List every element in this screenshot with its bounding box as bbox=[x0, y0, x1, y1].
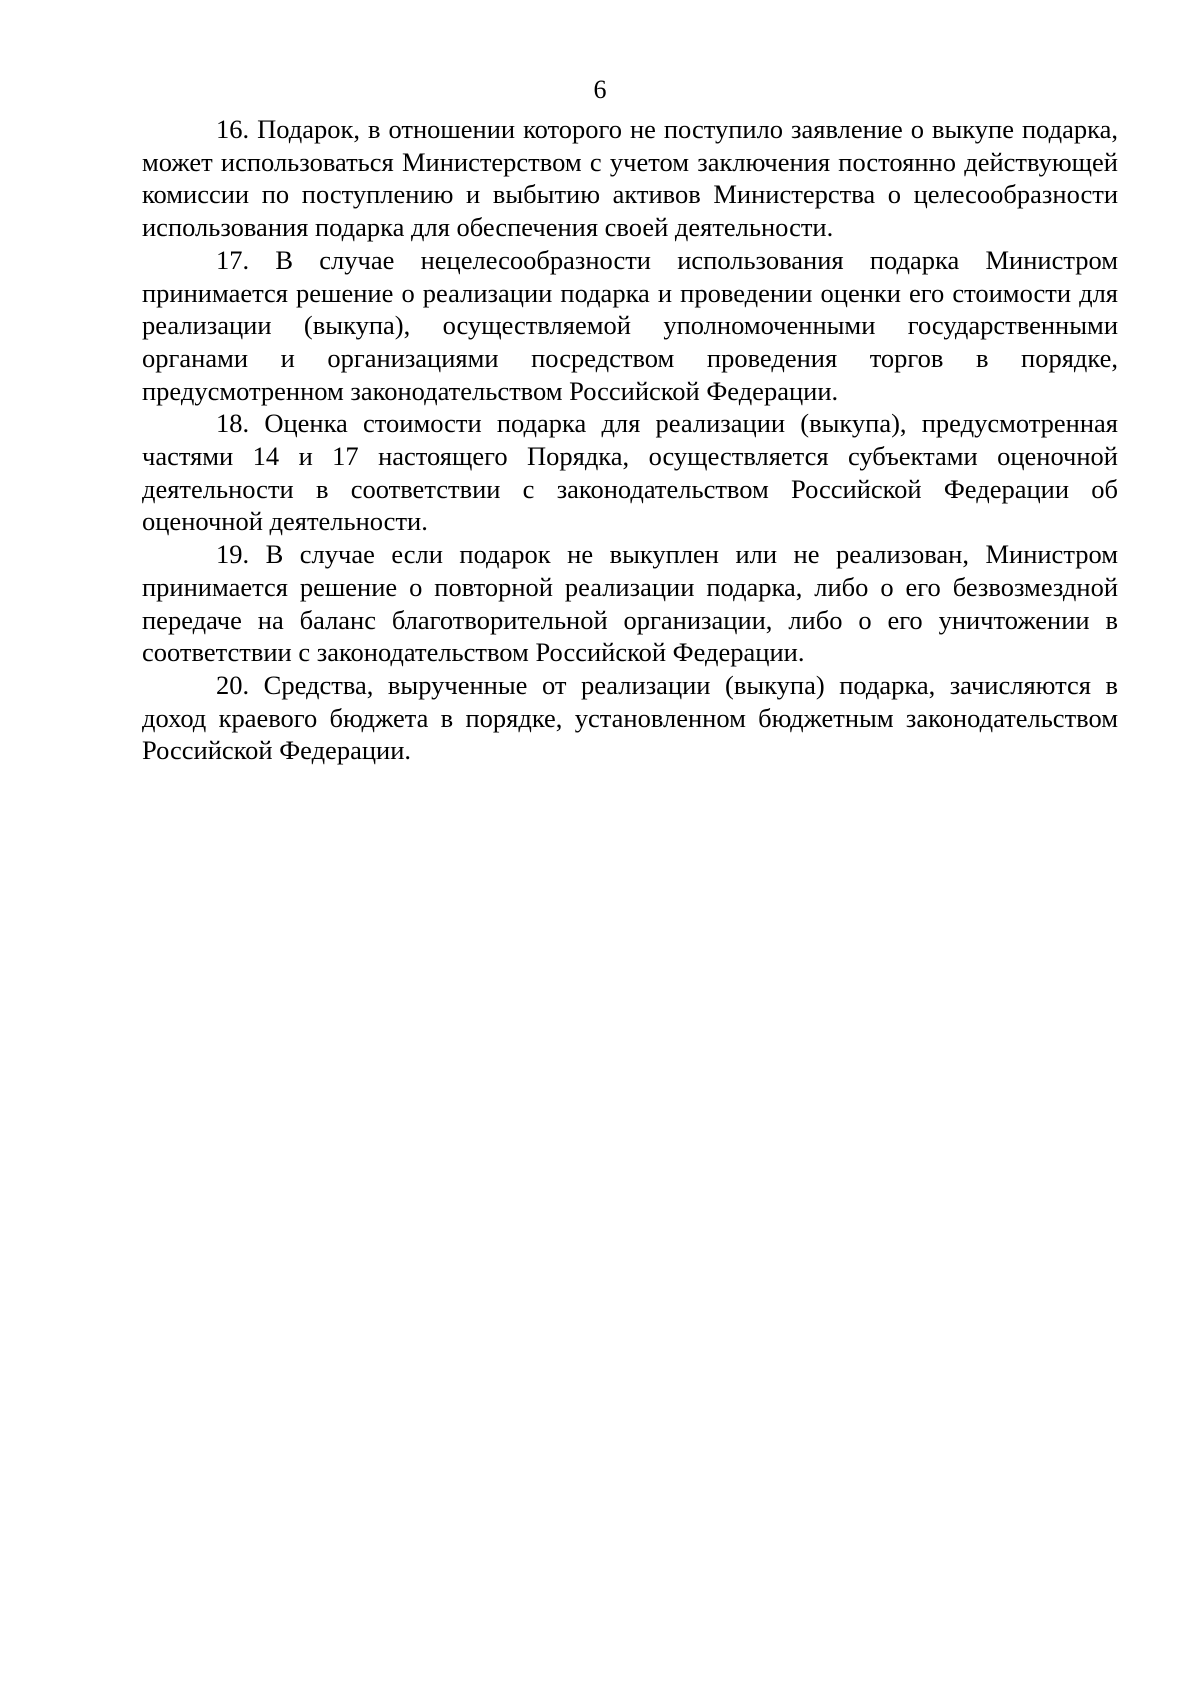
paragraph-19: 19. В случае если подарок не выкуплен или не реализован, Министром принимается решение о повторной реализации подарка, либо о его безвозмездной передаче на баланс благотворительной организации, либо о его уничтожении в соответствии с законодательством Российской Федерации. bbox=[142, 539, 1118, 668]
document-body bbox=[142, 113, 1118, 767]
paragraph-18: 18. Оценка стоимости подарка для реализации (выкупа), предусмотренная частями 14 и 17 настоящего Порядка, осуществляется субъектами оценочной деятельности в соответствии с законодательством Российской Федерации об оценочной деятельности. bbox=[142, 408, 1118, 537]
page-number: 6 bbox=[593, 75, 607, 104]
paragraph-17: 17. В случае нецелесообразности использования подарка Министром принимается решение о реализации подарка и проведении оценки его стоимости для реализации (выкупа), осуществляемой уполномоченными государственными органами и организациями посредством проведения торгов в порядке, предусмотренном законодательством Российской Федерации. bbox=[142, 244, 1118, 406]
paragraph-20: 20. Средства, вырученные от реализации (выкупа) подарка, зачисляются в доход краевого бюджета в порядке, установленном бюджетным законодательством Российской Федерации. bbox=[142, 669, 1118, 766]
paragraph-16: 16. Подарок, в отношении которого не поступило заявление о выкупе подарка, может использоваться Министерством с учетом заключения постоянно действующей комиссии по поступлению и выбытию активов Министерства о целесообразности использования подарка для обеспечения своей деятельности. bbox=[142, 114, 1118, 243]
